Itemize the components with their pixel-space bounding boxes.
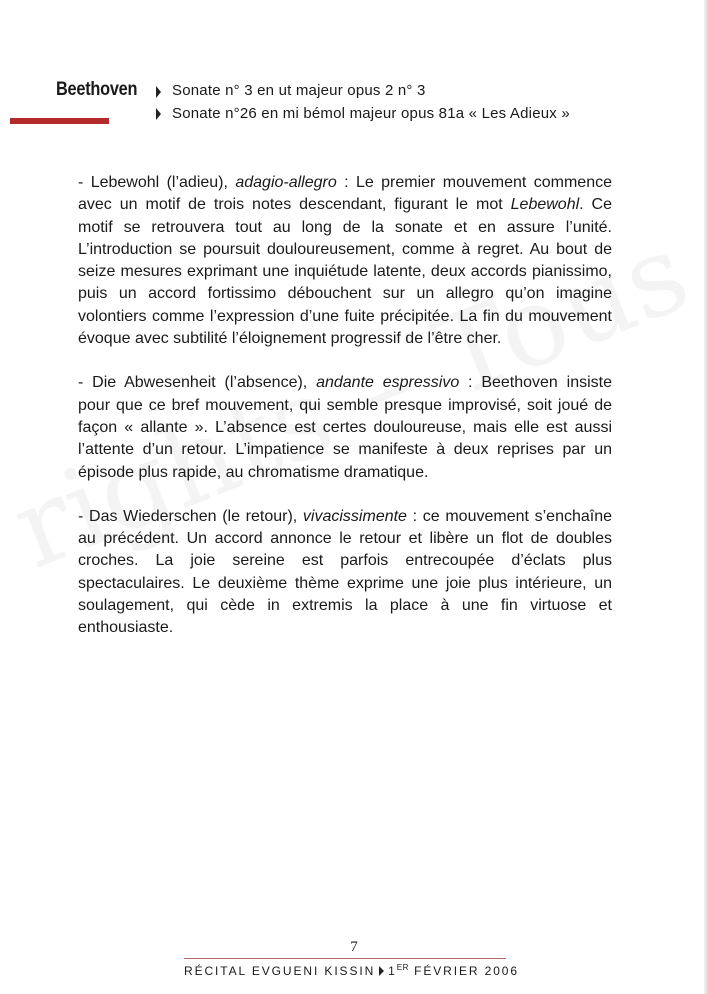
footer-date: FÉVRIER 2006 — [408, 964, 519, 978]
paragraph-text: : Le premier mouvement commence avec un motif de trois notes descendant, figurant le mot — [78, 174, 612, 214]
page-edge-shadow — [704, 0, 708, 994]
page-number: 7 — [350, 939, 358, 955]
red-accent-rule — [10, 118, 109, 124]
movement-title: - Das Wiederschen (le retour), — [78, 507, 303, 525]
composer-name: Beethoven — [56, 79, 138, 100]
tempo-marking: andante espressivo — [316, 374, 460, 392]
paragraph-text: . Ce motif se retrouvera tout au long de la sonate et en assure l’unité. L’introduction se poursuit douloureusement, comme à regret. Au bout de seize mesures exprimant une inquiétude latente, deux accords pianissimo, puis un accord fortissimo débouchent sur un allegro qu’on imagine volontiers comme l’expression d’une fuite précipitée. La fin du mouvement évoque avec subtilité l’éloignement progressif de l’être cher. — [78, 196, 612, 348]
paragraph-wiederschen — [78, 506, 612, 640]
work-title-1: Sonate n° 3 en ut majeur opus 2 n° 3 — [172, 82, 426, 99]
work-title-2: Sonate n°26 en mi bémol majeur opus 81a « Les Adieux » — [172, 105, 570, 122]
footer-day-suffix: ER — [396, 963, 409, 972]
movement-title: - Lebewohl (l’adieu), — [78, 174, 236, 191]
paragraph-text: : ce mouvement s’enchaîne au précédent. Un accord annonce le retour et libère un flot de doubles croches. La joie sereine est parfois entrecoupée d’éclats plus spectaculaires. Le deuxième thème exprime une joie plus intérieure, un soulagement, qui cède in extremis la place à une fin virtuose et enthousiaste. — [78, 507, 613, 637]
tempo-marking: adagio-allegro — [235, 174, 337, 191]
paragraph-text: : Beethoven insiste pour que ce bref mouvement, qui semble presque improvisé, soit joué de façon « allante ». L’absence est certes douloureuse, mais elle est aussi l’attente d’un retour. L’impatience se manifeste à deux reprises par un épisode plus rapide, au chromatisme dramatique. — [78, 374, 612, 481]
paragraph-abwesenheit — [78, 372, 612, 483]
triangle-bullet-icon — [379, 966, 384, 976]
footer-day: 1 — [388, 964, 397, 978]
footer-event: RÉCITAL EVGUENI KISSIN — [184, 964, 376, 978]
footer-rule — [184, 958, 506, 959]
program-notes — [78, 172, 612, 662]
tempo-marking: vivacissimente — [302, 507, 407, 525]
triangle-bullet-icon — [156, 86, 161, 98]
running-footer — [184, 963, 519, 978]
paragraph-lebewohl — [78, 172, 612, 350]
emphasized-word: Lebewohl — [510, 196, 580, 214]
movement-title: - Die Abwesenheit (l’absence), — [78, 374, 317, 392]
triangle-bullet-icon — [156, 108, 161, 120]
